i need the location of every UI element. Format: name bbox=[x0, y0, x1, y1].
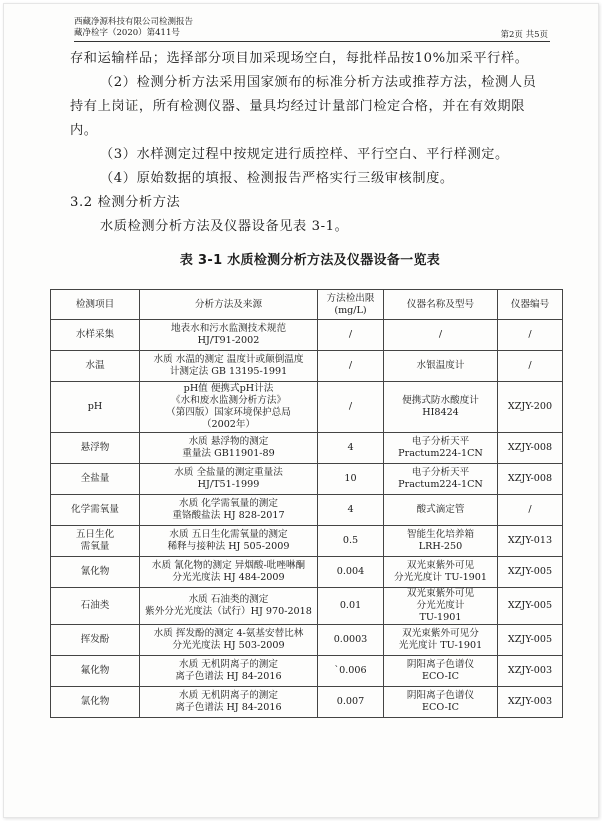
row-instrument: 智能生化培养箱 LRH-250 bbox=[384, 526, 498, 557]
row-limit: 0.5 bbox=[318, 526, 384, 557]
row-code: XZJY-005 bbox=[498, 557, 563, 588]
header-limit: 方法检出限 (mg/L) bbox=[318, 290, 384, 320]
row-item: 石油类 bbox=[51, 588, 140, 625]
row-limit: 0.01 bbox=[318, 588, 384, 625]
row-instrument: 双光束紫外可见 分光光度计 TU-1901 bbox=[384, 557, 498, 588]
row-instrument: 双光束紫外可见分 光光度计 TU-1901 bbox=[384, 625, 498, 656]
row-method: 地表水和污水监测技术规范 HJ/T91-2002 bbox=[140, 320, 318, 351]
row-method: 水质 化学需氧量的测定 重铬酸盐法 HJ 828-2017 bbox=[140, 495, 318, 526]
row-limit: 0.004 bbox=[318, 557, 384, 588]
row-limit: `0.006 bbox=[318, 656, 384, 687]
table-header-row bbox=[51, 290, 563, 320]
row-method: 水质 石油类的测定 紫外分光光度法（试行）HJ 970-2018 bbox=[140, 588, 318, 625]
header-instrument: 仪器名称及型号 bbox=[384, 290, 498, 320]
row-method: 水质 无机阴离子的测定 离子色谱法 HJ 84-2016 bbox=[140, 687, 318, 718]
row-code: XZJY-013 bbox=[498, 526, 563, 557]
row-limit: 4 bbox=[318, 495, 384, 526]
row-method: pH值 便携式pH计法 《水和废水监测分析方法》 （第四版）国家环境保护总局 （2002年） bbox=[140, 382, 318, 433]
methods-table bbox=[50, 289, 563, 718]
row-instrument: 阴阳离子色谱仪 ECO-IC bbox=[384, 687, 498, 718]
table-row bbox=[51, 625, 563, 656]
row-code: / bbox=[498, 351, 563, 382]
row-code: XZJY-005 bbox=[498, 588, 563, 625]
paragraph-review: （4）原始数据的填报、检测报告严格实行三级审核制度。 bbox=[100, 171, 454, 186]
row-method: 水质 挥发酚的测定 4-氨基安替比林 分光光度法 HJ 503-2009 bbox=[140, 625, 318, 656]
row-method: 水质 无机阴离子的测定 离子色谱法 HJ 84-2016 bbox=[140, 656, 318, 687]
page-header-left bbox=[74, 17, 193, 39]
row-instrument: 便携式防水酸度计 HI8424 bbox=[384, 382, 498, 433]
table-row bbox=[51, 588, 563, 625]
row-code: XZJY-003 bbox=[498, 687, 563, 718]
row-code: XZJY-200 bbox=[498, 382, 563, 433]
paragraph-table-intro: 水质检测分析方法及仪器设备见表 3-1。 bbox=[100, 219, 349, 234]
row-instrument: 酸式滴定管 bbox=[384, 495, 498, 526]
row-item: 水温 bbox=[51, 351, 140, 382]
row-item: 化学需氧量 bbox=[51, 495, 140, 526]
row-limit: 0.007 bbox=[318, 687, 384, 718]
table-row bbox=[51, 320, 563, 351]
section-title: 3.2 检测分析方法 bbox=[70, 195, 181, 210]
row-code: XZJY-008 bbox=[498, 433, 563, 464]
table-row bbox=[51, 464, 563, 495]
row-code: XZJY-003 bbox=[498, 656, 563, 687]
row-instrument: 水银温度计 bbox=[384, 351, 498, 382]
company-name: 西藏净源科技有限公司检测报告 bbox=[74, 17, 194, 27]
row-method: 水质 水温的测定 温度计或颠倒温度 计测定法 GB 13195-1991 bbox=[140, 351, 318, 382]
row-instrument: 电子分析天平 Practum224-1CN bbox=[384, 464, 498, 495]
header-divider bbox=[74, 41, 550, 42]
header-code: 仪器编号 bbox=[498, 290, 563, 320]
table-row bbox=[51, 495, 563, 526]
row-limit: / bbox=[318, 351, 384, 382]
table-row bbox=[51, 687, 563, 718]
row-code: / bbox=[498, 320, 563, 351]
row-code: / bbox=[498, 495, 563, 526]
row-limit: 4 bbox=[318, 433, 384, 464]
row-item: 氰化物 bbox=[51, 557, 140, 588]
row-limit: 10 bbox=[318, 464, 384, 495]
header-item: 检测项目 bbox=[51, 290, 140, 320]
row-code: XZJY-008 bbox=[498, 464, 563, 495]
header-method: 分析方法及来源 bbox=[140, 290, 318, 320]
row-method: 水质 氰化物的测定 异烟酸-吡唑啉酮 分光光度法 HJ 484-2009 bbox=[140, 557, 318, 588]
report-number: 藏净检字（2020）第411号 bbox=[74, 28, 180, 38]
row-item: 全盐量 bbox=[51, 464, 140, 495]
row-item: 水样采集 bbox=[51, 320, 140, 351]
row-item: 氯化物 bbox=[51, 687, 140, 718]
row-method: 水质 五日生化需氧量的测定 稀释与接种法 HJ 505-2009 bbox=[140, 526, 318, 557]
row-item: 氟化物 bbox=[51, 656, 140, 687]
row-limit: 0.0003 bbox=[318, 625, 384, 656]
paragraph-methods: （2）检测分析方法采用国家颁布的标准分析方法或推荐方法，检测人员持有上岗证，所有检测仪器、量具均经过计量部门检定合格，并在有效期限内。 bbox=[70, 75, 537, 138]
row-method: 水质 悬浮物的测定 重量法 GB11901-89 bbox=[140, 433, 318, 464]
row-instrument: 双光束紫外可见 分光光度计 TU-1901 bbox=[384, 588, 498, 625]
table-row bbox=[51, 557, 563, 588]
page-number: 第2页 共5页 bbox=[500, 30, 548, 40]
table-caption: 表 3-1 水质检测分析方法及仪器设备一览表 bbox=[179, 253, 441, 268]
row-item: 五日生化 需氧量 bbox=[51, 526, 140, 557]
row-instrument: 电子分析天平 Practum224-1CN bbox=[384, 433, 498, 464]
table-row bbox=[51, 351, 563, 382]
row-code: XZJY-005 bbox=[498, 625, 563, 656]
paragraph-sampling: 存和运输样品；选择部分项目加采现场空白，每批样品按10%加采平行样。 bbox=[70, 51, 529, 66]
table-row bbox=[51, 656, 563, 687]
row-item: 挥发酚 bbox=[51, 625, 140, 656]
row-item: pH bbox=[51, 382, 140, 433]
paragraph-qc: （3）水样测定过程中按规定进行质控样、平行空白、平行样测定。 bbox=[100, 147, 509, 162]
table-row bbox=[51, 382, 563, 433]
row-limit: / bbox=[318, 320, 384, 351]
row-item: 悬浮物 bbox=[51, 433, 140, 464]
row-limit: / bbox=[318, 382, 384, 433]
row-instrument: / bbox=[384, 320, 498, 351]
row-instrument: 阴阳离子色谱仪 ECO-IC bbox=[384, 656, 498, 687]
table-row bbox=[51, 433, 563, 464]
row-method: 水质 全盐量的测定重量法 HJ/T51-1999 bbox=[140, 464, 318, 495]
table-row bbox=[51, 526, 563, 557]
